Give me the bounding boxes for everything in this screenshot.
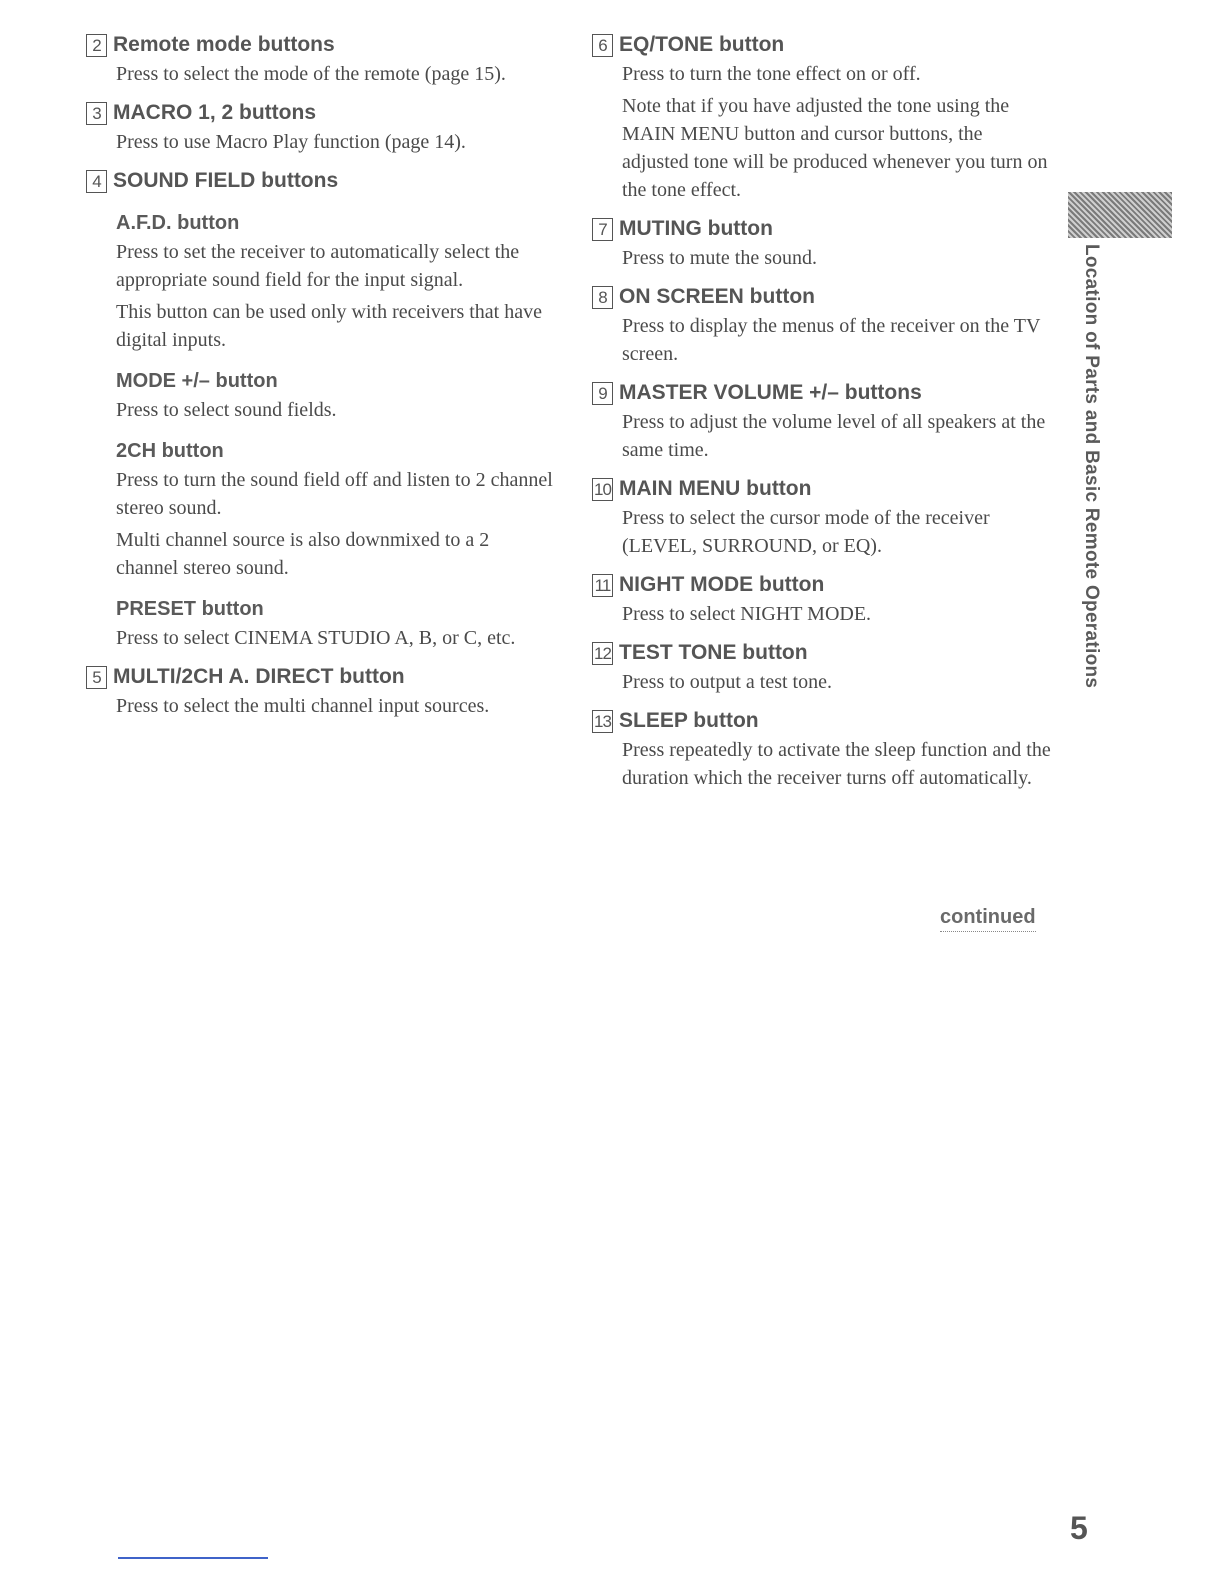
item-muting-button (592, 214, 1052, 272)
item-heading: MACRO 1, 2 buttons (113, 101, 316, 124)
item-heading: TEST TONE button (619, 641, 808, 664)
item-number: 12 (592, 642, 613, 665)
item-macro-buttons (86, 98, 556, 156)
section-tab-marker (1068, 192, 1172, 238)
item-number: 11 (592, 574, 613, 597)
item-sound-field-buttons (86, 166, 556, 652)
item-heading: NIGHT MODE button (619, 573, 825, 596)
item-text: Press to mute the sound. (622, 247, 817, 269)
bottom-divider (118, 1557, 268, 1559)
item-text: Press to output a test tone. (622, 671, 832, 693)
item-heading: MUTING button (619, 217, 773, 240)
item-text: Press to turn the tone effect on or off. (622, 63, 921, 85)
section-sidebar-label: Location of Parts and Basic Remote Operations (1081, 244, 1102, 689)
item-test-tone-button (592, 638, 1052, 696)
subitem-text: Press to select CINEMA STUDIO A, B, or C, etc. (116, 627, 516, 649)
item-on-screen-button (592, 282, 1052, 368)
item-number: 3 (86, 102, 107, 125)
subitem-text: Press to select sound fields. (116, 399, 337, 421)
item-remote-mode-buttons (86, 30, 556, 88)
item-sleep-button (592, 706, 1052, 792)
item-number: 10 (592, 478, 613, 501)
item-number: 9 (592, 382, 613, 405)
subitem-heading: A.F.D. button (116, 212, 240, 234)
subitem-mode-button (116, 366, 556, 424)
subitem-text: Multi channel source is also downmixed to a 2 channel stereo sound. (116, 529, 490, 579)
item-number: 8 (592, 286, 613, 309)
item-number: 7 (592, 218, 613, 241)
item-heading: SLEEP button (619, 709, 759, 732)
continued-label: continued (940, 906, 1036, 932)
item-multi-2ch-direct-button (86, 662, 556, 720)
right-column (592, 30, 1052, 802)
subitem-text: Press to set the receiver to automatically select the appropriate sound field for the input signal. (116, 241, 520, 291)
page-number: 5 (1070, 1510, 1088, 1546)
subitem-heading: 2CH button (116, 440, 224, 462)
subitem-preset-button (116, 594, 556, 652)
item-number: 6 (592, 34, 613, 57)
subitem-heading: MODE +/– button (116, 370, 278, 392)
subitem-text: This button can be used only with receivers that have digital inputs. (116, 301, 542, 351)
item-main-menu-button (592, 474, 1052, 560)
item-text: Press to use Macro Play function (page 14). (116, 131, 466, 153)
item-heading: MULTI/2CH A. DIRECT button (113, 665, 405, 688)
item-master-volume-buttons (592, 378, 1052, 464)
item-heading: MAIN MENU button (619, 477, 812, 500)
subitem-heading: PRESET button (116, 598, 264, 620)
item-number: 4 (86, 170, 107, 193)
subitem-2ch-button (116, 436, 556, 582)
item-text: Press to select NIGHT MODE. (622, 603, 872, 625)
item-heading: Remote mode buttons (113, 33, 335, 56)
item-text: Note that if you have adjusted the tone using the MAIN MENU button and cursor buttons, the adjusted tone will be produced whenever you turn on the tone effect. (622, 95, 1048, 201)
item-number: 5 (86, 666, 107, 689)
left-column (86, 30, 556, 730)
item-text: Press to adjust the volume level of all speakers at the same time. (622, 411, 1046, 461)
item-number: 2 (86, 34, 107, 57)
item-number: 13 (592, 710, 613, 733)
subitem-afd-button (116, 208, 556, 354)
item-heading: ON SCREEN button (619, 285, 815, 308)
item-heading: MASTER VOLUME +/– buttons (619, 381, 922, 404)
item-text: Press to display the menus of the receiver on the TV screen. (622, 315, 1041, 365)
subitem-text: Press to turn the sound field off and listen to 2 channel stereo sound. (116, 469, 553, 519)
item-text: Press to select the cursor mode of the receiver (LEVEL, SURROUND, or EQ). (622, 507, 990, 557)
item-eq-tone-button (592, 30, 1052, 204)
item-text: Press to select the multi channel input sources. (116, 695, 490, 717)
item-heading: EQ/TONE button (619, 33, 785, 56)
item-night-mode-button (592, 570, 1052, 628)
item-text: Press to select the mode of the remote (page 15). (116, 63, 506, 85)
item-text: Press repeatedly to activate the sleep function and the duration which the receiver turns off automatically. (622, 739, 1051, 789)
item-heading: SOUND FIELD buttons (113, 169, 339, 192)
